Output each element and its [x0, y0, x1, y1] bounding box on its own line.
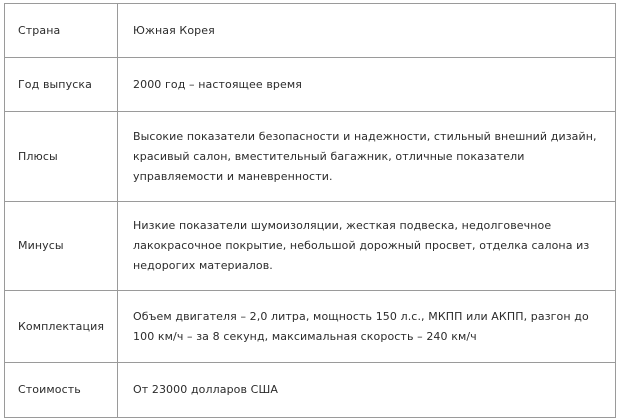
row-value-pros: Высокие показатели безопасности и надежности, стильный внешний дизайн, красивый салон, вместительный багажник, отличные показатели управляемости и маневренности.	[118, 112, 616, 202]
table-row-pros	[5, 112, 616, 202]
row-label-price: Стоимость	[5, 363, 118, 418]
table-row-price	[5, 363, 616, 418]
row-label-years: Год выпуска	[5, 58, 118, 112]
row-label-country: Страна	[5, 4, 118, 58]
row-value-price: От 23000 долларов США	[118, 363, 616, 418]
row-label-cons: Минусы	[5, 202, 118, 291]
table-row-cons	[5, 202, 616, 291]
table-row-equipment	[5, 291, 616, 363]
row-value-years: 2000 год – настоящее время	[118, 58, 616, 112]
row-value-cons: Низкие показатели шумоизоляции, жесткая подвеска, недолговечное лакокрасочное покрытие, небольшой дорожный просвет, отделка салона из недорогих материалов.	[118, 202, 616, 291]
row-value-equipment: Объем двигателя – 2,0 литра, мощность 150 л.с., МКПП или АКПП, разгон до 100 км/ч – за 8 секунд, максимальная скорость – 240 км/ч	[118, 291, 616, 363]
table-row-country	[5, 4, 616, 58]
table-row-years	[5, 58, 616, 112]
spec-table	[4, 3, 616, 418]
row-label-equipment: Комплектация	[5, 291, 118, 363]
row-value-country: Южная Корея	[118, 4, 616, 58]
row-label-pros: Плюсы	[5, 112, 118, 202]
